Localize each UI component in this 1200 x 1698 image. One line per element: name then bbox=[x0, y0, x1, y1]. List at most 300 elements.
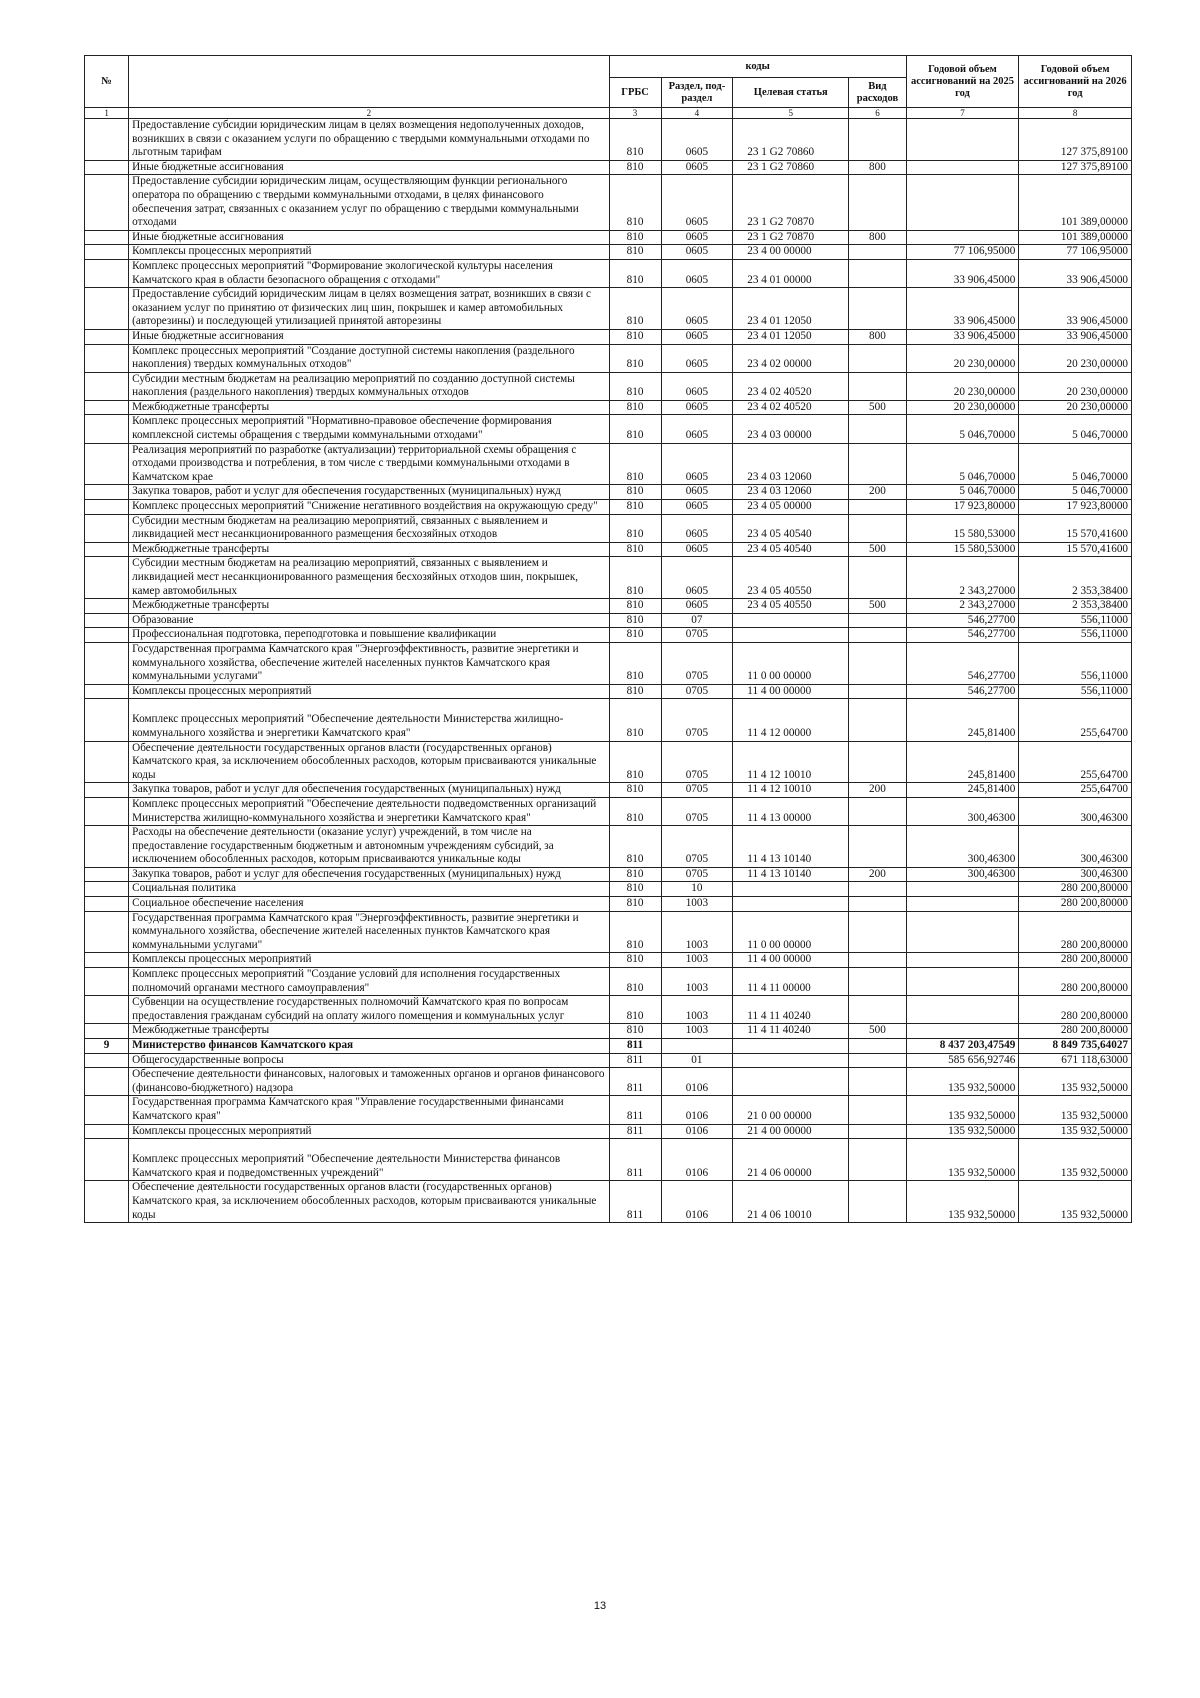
table-row bbox=[85, 613, 1132, 628]
row-amount-2026: 280 200,80000 bbox=[1019, 996, 1132, 1024]
row-number bbox=[85, 797, 129, 825]
page-number: 13 bbox=[593, 1600, 607, 1612]
table-row bbox=[85, 968, 1132, 996]
row-kind bbox=[849, 699, 906, 741]
row-amount-2025: 2 343,27000 bbox=[906, 557, 1019, 599]
table-row bbox=[85, 175, 1132, 230]
table-row bbox=[85, 996, 1132, 1024]
row-name: Предоставление субсидии юридическим лицам, осуществляющим функции регионального оператора по обращению с твердыми коммунальными отходами, в целях финансового обеспечения затрат, связанных с оказанием услуг по обращению с твердыми коммунальными отходами bbox=[129, 175, 609, 230]
row-amount-2025: 5 046,70000 bbox=[906, 415, 1019, 443]
row-grbs: 810 bbox=[609, 259, 661, 287]
col-grbs-header: ГРБС bbox=[609, 78, 661, 108]
row-grbs: 810 bbox=[609, 1024, 661, 1039]
row-target: 11 0 00 00000 bbox=[733, 642, 849, 684]
row-target: 23 1 G2 70870 bbox=[733, 230, 849, 245]
row-target: 11 4 11 00000 bbox=[733, 968, 849, 996]
table-row bbox=[85, 599, 1132, 614]
row-section: 0106 bbox=[661, 1124, 733, 1139]
row-name: Межбюджетные трансферты bbox=[129, 542, 609, 557]
row-number bbox=[85, 500, 129, 515]
row-name: Общегосударственные вопросы bbox=[129, 1053, 609, 1068]
row-kind bbox=[849, 628, 906, 643]
row-target: 11 4 11 40240 bbox=[733, 1024, 849, 1039]
table-row bbox=[85, 485, 1132, 500]
table-row bbox=[85, 1096, 1132, 1124]
table-row bbox=[85, 1039, 1132, 1054]
row-section: 0605 bbox=[661, 372, 733, 400]
row-name: Комплексы процессных мероприятий bbox=[129, 1124, 609, 1139]
row-target: 23 4 02 40520 bbox=[733, 400, 849, 415]
row-name: Межбюджетные трансферты bbox=[129, 599, 609, 614]
row-target: 23 4 05 40540 bbox=[733, 514, 849, 542]
table-row bbox=[85, 344, 1132, 372]
row-name: Комплекс процессных мероприятий "Обеспечение деятельности подведомственных организаций Министерства жилищно-коммунального хозяйства и энергетики Камчатского края" bbox=[129, 797, 609, 825]
row-section: 1003 bbox=[661, 911, 733, 953]
row-amount-2026: 20 230,00000 bbox=[1019, 400, 1132, 415]
col-2025-header: Годовой объем ассигнований на 2025 год bbox=[906, 56, 1019, 108]
row-name: Государственная программа Камчатского края "Управление государственными финансами Камчатского края" bbox=[129, 1096, 609, 1124]
row-kind bbox=[849, 1053, 906, 1068]
row-grbs: 810 bbox=[609, 160, 661, 175]
row-section: 0605 bbox=[661, 485, 733, 500]
row-amount-2026: 127 375,89100 bbox=[1019, 119, 1132, 161]
row-grbs: 811 bbox=[609, 1068, 661, 1096]
row-amount-2026: 5 046,70000 bbox=[1019, 443, 1132, 485]
row-amount-2025: 245,81400 bbox=[906, 783, 1019, 798]
row-number bbox=[85, 514, 129, 542]
row-target: 23 4 01 00000 bbox=[733, 259, 849, 287]
row-target: 11 4 00 00000 bbox=[733, 953, 849, 968]
row-grbs: 811 bbox=[609, 1096, 661, 1124]
table-row bbox=[85, 500, 1132, 515]
row-amount-2025 bbox=[906, 882, 1019, 897]
column-number: 4 bbox=[661, 108, 733, 119]
row-amount-2026: 8 849 735,64027 bbox=[1019, 1039, 1132, 1054]
row-section: 0705 bbox=[661, 783, 733, 798]
row-grbs: 810 bbox=[609, 344, 661, 372]
row-target: 23 4 03 00000 bbox=[733, 415, 849, 443]
row-amount-2025 bbox=[906, 911, 1019, 953]
row-target bbox=[733, 897, 849, 912]
row-section: 0605 bbox=[661, 542, 733, 557]
row-name: Межбюджетные трансферты bbox=[129, 400, 609, 415]
row-number bbox=[85, 1096, 129, 1124]
row-number bbox=[85, 897, 129, 912]
table-row bbox=[85, 119, 1132, 161]
column-number: 1 bbox=[85, 108, 129, 119]
row-section: 1003 bbox=[661, 968, 733, 996]
row-grbs: 811 bbox=[609, 1124, 661, 1139]
row-number bbox=[85, 1068, 129, 1096]
row-grbs: 811 bbox=[609, 1181, 661, 1223]
row-amount-2026: 101 389,00000 bbox=[1019, 175, 1132, 230]
table-row bbox=[85, 557, 1132, 599]
row-target: 21 4 00 00000 bbox=[733, 1124, 849, 1139]
row-kind bbox=[849, 415, 906, 443]
row-section: 0705 bbox=[661, 642, 733, 684]
row-amount-2025: 585 656,92746 bbox=[906, 1053, 1019, 1068]
row-amount-2025: 300,46300 bbox=[906, 867, 1019, 882]
row-kind bbox=[849, 500, 906, 515]
row-amount-2025: 20 230,00000 bbox=[906, 344, 1019, 372]
row-amount-2026: 255,64700 bbox=[1019, 741, 1132, 783]
row-number bbox=[85, 119, 129, 161]
row-kind bbox=[849, 996, 906, 1024]
row-kind bbox=[849, 119, 906, 161]
row-number bbox=[85, 372, 129, 400]
row-grbs: 810 bbox=[609, 245, 661, 260]
row-number bbox=[85, 599, 129, 614]
codes-header: коды bbox=[609, 56, 906, 78]
row-kind bbox=[849, 882, 906, 897]
table-row bbox=[85, 628, 1132, 643]
row-section: 0605 bbox=[661, 175, 733, 230]
row-grbs: 810 bbox=[609, 996, 661, 1024]
row-amount-2025 bbox=[906, 996, 1019, 1024]
row-amount-2025: 20 230,00000 bbox=[906, 372, 1019, 400]
row-target: 21 4 06 00000 bbox=[733, 1139, 849, 1181]
row-target: 23 4 01 12050 bbox=[733, 329, 849, 344]
row-number bbox=[85, 996, 129, 1024]
row-target: 11 4 13 10140 bbox=[733, 867, 849, 882]
row-name: Комплексы процессных мероприятий bbox=[129, 245, 609, 260]
row-section: 0605 bbox=[661, 344, 733, 372]
row-kind bbox=[849, 344, 906, 372]
row-amount-2026: 20 230,00000 bbox=[1019, 344, 1132, 372]
row-grbs: 810 bbox=[609, 968, 661, 996]
row-target: 23 4 05 40550 bbox=[733, 599, 849, 614]
row-grbs: 810 bbox=[609, 514, 661, 542]
row-number bbox=[85, 642, 129, 684]
row-number bbox=[85, 613, 129, 628]
row-section: 0705 bbox=[661, 628, 733, 643]
table-row bbox=[85, 1181, 1132, 1223]
row-name: Обеспечение деятельности государственных органов власти (государственных органов) Камчатского края, за исключением обособленных расходов, которым присваиваются уникальные коды bbox=[129, 1181, 609, 1223]
row-target: 11 4 13 00000 bbox=[733, 797, 849, 825]
row-name: Реализация мероприятий по разработке (актуализации) территориальной схемы обращения с отходами производства и потребления, в том числе с твердыми коммунальными отходами в Камчатском крае bbox=[129, 443, 609, 485]
row-target: 11 4 13 10140 bbox=[733, 826, 849, 868]
row-number bbox=[85, 415, 129, 443]
row-name: Субсидии местным бюджетам на реализацию мероприятий, связанных с выявлением и ликвидацией мест несанкционированного размещения бесхозяйных отходов bbox=[129, 514, 609, 542]
row-name: Образование bbox=[129, 613, 609, 628]
row-amount-2025 bbox=[906, 897, 1019, 912]
row-name: Комплексы процессных мероприятий bbox=[129, 684, 609, 699]
row-amount-2026: 20 230,00000 bbox=[1019, 372, 1132, 400]
row-grbs: 810 bbox=[609, 230, 661, 245]
row-grbs: 810 bbox=[609, 175, 661, 230]
row-amount-2026: 33 906,45000 bbox=[1019, 329, 1132, 344]
row-section: 0705 bbox=[661, 741, 733, 783]
row-target: 23 4 05 40550 bbox=[733, 557, 849, 599]
row-grbs: 810 bbox=[609, 400, 661, 415]
row-target bbox=[733, 882, 849, 897]
row-kind bbox=[849, 684, 906, 699]
row-amount-2025: 546,27700 bbox=[906, 684, 1019, 699]
table-row bbox=[85, 230, 1132, 245]
row-amount-2025: 300,46300 bbox=[906, 797, 1019, 825]
row-target: 23 1 G2 70870 bbox=[733, 175, 849, 230]
row-target: 23 4 03 12060 bbox=[733, 485, 849, 500]
row-kind bbox=[849, 443, 906, 485]
row-section: 10 bbox=[661, 882, 733, 897]
row-amount-2025: 546,27700 bbox=[906, 642, 1019, 684]
row-amount-2026: 300,46300 bbox=[1019, 867, 1132, 882]
row-section: 0106 bbox=[661, 1181, 733, 1223]
row-amount-2025 bbox=[906, 1024, 1019, 1039]
row-amount-2025: 546,27700 bbox=[906, 613, 1019, 628]
row-kind: 800 bbox=[849, 160, 906, 175]
col-section-header: Раздел, под-раздел bbox=[661, 78, 733, 108]
row-kind bbox=[849, 557, 906, 599]
row-name: Комплекс процессных мероприятий "Обеспечение деятельности Министерства финансов Камчатского края и подведомственных учреждений" bbox=[129, 1139, 609, 1181]
row-name: Комплекс процессных мероприятий "Создание условий для исполнения государственных полномочий органами местного самоуправления" bbox=[129, 968, 609, 996]
row-name: Закупка товаров, работ и услуг для обеспечения государственных (муниципальных) нужд bbox=[129, 485, 609, 500]
budget-document bbox=[84, 55, 1132, 1223]
row-number bbox=[85, 699, 129, 741]
row-number bbox=[85, 911, 129, 953]
row-kind bbox=[849, 514, 906, 542]
table-row bbox=[85, 259, 1132, 287]
row-kind bbox=[849, 797, 906, 825]
row-section: 1003 bbox=[661, 897, 733, 912]
row-section: 0605 bbox=[661, 599, 733, 614]
row-target: 21 4 06 10010 bbox=[733, 1181, 849, 1223]
row-amount-2025 bbox=[906, 968, 1019, 996]
row-kind: 500 bbox=[849, 542, 906, 557]
row-number bbox=[85, 1024, 129, 1039]
row-grbs: 810 bbox=[609, 613, 661, 628]
row-target bbox=[733, 628, 849, 643]
row-number bbox=[85, 968, 129, 996]
row-name: Иные бюджетные ассигнования bbox=[129, 329, 609, 344]
row-amount-2025: 546,27700 bbox=[906, 628, 1019, 643]
row-name: Комплекс процессных мероприятий "Снижение негативного воздействия на окружающую среду" bbox=[129, 500, 609, 515]
row-section: 0705 bbox=[661, 699, 733, 741]
row-number bbox=[85, 1053, 129, 1068]
row-amount-2025: 20 230,00000 bbox=[906, 400, 1019, 415]
row-amount-2026: 135 932,50000 bbox=[1019, 1096, 1132, 1124]
row-kind: 500 bbox=[849, 599, 906, 614]
row-amount-2026: 15 570,41600 bbox=[1019, 514, 1132, 542]
table-row bbox=[85, 372, 1132, 400]
row-section: 0106 bbox=[661, 1139, 733, 1181]
row-name: Социальная политика bbox=[129, 882, 609, 897]
row-amount-2025: 5 046,70000 bbox=[906, 485, 1019, 500]
row-kind bbox=[849, 826, 906, 868]
row-amount-2026: 556,11000 bbox=[1019, 642, 1132, 684]
table-row bbox=[85, 953, 1132, 968]
row-number bbox=[85, 741, 129, 783]
row-amount-2026: 280 200,80000 bbox=[1019, 953, 1132, 968]
row-name: Закупка товаров, работ и услуг для обеспечения государственных (муниципальных) нужд bbox=[129, 783, 609, 798]
row-name: Обеспечение деятельности финансовых, налоговых и таможенных органов и органов финансового (финансово-бюджетного) надзора bbox=[129, 1068, 609, 1096]
row-section bbox=[661, 1039, 733, 1054]
row-grbs: 810 bbox=[609, 415, 661, 443]
table-row bbox=[85, 245, 1132, 260]
row-section: 0605 bbox=[661, 514, 733, 542]
row-grbs: 810 bbox=[609, 867, 661, 882]
table-row bbox=[85, 911, 1132, 953]
row-amount-2025: 135 932,50000 bbox=[906, 1096, 1019, 1124]
row-kind bbox=[849, 372, 906, 400]
row-grbs: 810 bbox=[609, 557, 661, 599]
row-number bbox=[85, 628, 129, 643]
row-number bbox=[85, 867, 129, 882]
row-amount-2026: 556,11000 bbox=[1019, 684, 1132, 699]
row-name: Социальное обеспечение населения bbox=[129, 897, 609, 912]
table-row bbox=[85, 867, 1132, 882]
row-target: 23 4 01 12050 bbox=[733, 288, 849, 330]
row-amount-2026: 280 200,80000 bbox=[1019, 968, 1132, 996]
row-amount-2026: 280 200,80000 bbox=[1019, 897, 1132, 912]
row-grbs: 810 bbox=[609, 485, 661, 500]
row-section: 0605 bbox=[661, 500, 733, 515]
row-name: Государственная программа Камчатского края "Энергоэффективность, развитие энергетики и коммунального хозяйства, обеспечение жителей населенных пунктов Камчатского края коммунальными услугами" bbox=[129, 642, 609, 684]
row-number bbox=[85, 684, 129, 699]
row-kind: 800 bbox=[849, 329, 906, 344]
row-section: 0605 bbox=[661, 160, 733, 175]
row-grbs: 810 bbox=[609, 684, 661, 699]
row-name: Обеспечение деятельности государственных органов власти (государственных органов) Камчатского края, за исключением обособленных расходов, которым присваиваются уникальные коды bbox=[129, 741, 609, 783]
column-number: 6 bbox=[849, 108, 906, 119]
table-row bbox=[85, 329, 1132, 344]
table-header bbox=[85, 56, 1132, 119]
row-amount-2025: 33 906,45000 bbox=[906, 329, 1019, 344]
row-amount-2026: 101 389,00000 bbox=[1019, 230, 1132, 245]
row-number bbox=[85, 230, 129, 245]
table-row bbox=[85, 288, 1132, 330]
row-amount-2026: 135 932,50000 bbox=[1019, 1181, 1132, 1223]
row-section: 0605 bbox=[661, 245, 733, 260]
row-grbs: 811 bbox=[609, 1039, 661, 1054]
row-amount-2026: 255,64700 bbox=[1019, 699, 1132, 741]
table-row bbox=[85, 1124, 1132, 1139]
col-number-header: № bbox=[85, 56, 129, 108]
column-number: 2 bbox=[129, 108, 609, 119]
row-grbs: 810 bbox=[609, 119, 661, 161]
row-name: Комплекс процессных мероприятий "Обеспечение деятельности Министерства жилищно-коммунального хозяйства и энергетики Камчатского края" bbox=[129, 699, 609, 741]
row-grbs: 810 bbox=[609, 953, 661, 968]
row-target: 21 0 00 00000 bbox=[733, 1096, 849, 1124]
row-amount-2026: 135 932,50000 bbox=[1019, 1068, 1132, 1096]
row-name: Межбюджетные трансферты bbox=[129, 1024, 609, 1039]
row-number bbox=[85, 542, 129, 557]
row-kind bbox=[849, 1039, 906, 1054]
row-grbs: 811 bbox=[609, 1139, 661, 1181]
row-amount-2025: 135 932,50000 bbox=[906, 1139, 1019, 1181]
row-target: 23 4 03 12060 bbox=[733, 443, 849, 485]
row-section: 1003 bbox=[661, 1024, 733, 1039]
row-kind bbox=[849, 968, 906, 996]
row-kind bbox=[849, 1068, 906, 1096]
column-number: 8 bbox=[1019, 108, 1132, 119]
row-target: 23 4 05 40540 bbox=[733, 542, 849, 557]
row-amount-2025: 245,81400 bbox=[906, 741, 1019, 783]
row-section: 0605 bbox=[661, 288, 733, 330]
row-name: Министерство финансов Камчатского края bbox=[129, 1039, 609, 1054]
row-number bbox=[85, 288, 129, 330]
row-number bbox=[85, 400, 129, 415]
row-amount-2026: 33 906,45000 bbox=[1019, 259, 1132, 287]
row-grbs: 810 bbox=[609, 897, 661, 912]
row-target: 11 4 12 10010 bbox=[733, 741, 849, 783]
row-amount-2026: 77 106,95000 bbox=[1019, 245, 1132, 260]
row-kind bbox=[849, 741, 906, 783]
row-amount-2025 bbox=[906, 175, 1019, 230]
row-target: 11 4 00 00000 bbox=[733, 684, 849, 699]
row-amount-2025: 300,46300 bbox=[906, 826, 1019, 868]
row-name: Субвенции на осуществление государственных полномочий Камчатского края по вопросам предоставления гражданам субсидий на оплату жилого помещения и коммунальных услуг bbox=[129, 996, 609, 1024]
row-name: Комплекс процессных мероприятий "Создание доступной системы накопления (раздельного накопления) твердых коммунальных отходов" bbox=[129, 344, 609, 372]
row-amount-2026: 135 932,50000 bbox=[1019, 1139, 1132, 1181]
table-row bbox=[85, 400, 1132, 415]
row-kind bbox=[849, 259, 906, 287]
row-target bbox=[733, 1053, 849, 1068]
table-row bbox=[85, 1068, 1132, 1096]
row-kind: 500 bbox=[849, 1024, 906, 1039]
row-name: Иные бюджетные ассигнования bbox=[129, 160, 609, 175]
row-target bbox=[733, 613, 849, 628]
row-target: 11 4 12 10010 bbox=[733, 783, 849, 798]
table-row bbox=[85, 514, 1132, 542]
row-amount-2026: 280 200,80000 bbox=[1019, 1024, 1132, 1039]
budget-table bbox=[84, 55, 1132, 1223]
row-grbs: 810 bbox=[609, 599, 661, 614]
table-row bbox=[85, 699, 1132, 741]
row-number bbox=[85, 953, 129, 968]
table-row bbox=[85, 826, 1132, 868]
row-amount-2025 bbox=[906, 160, 1019, 175]
row-grbs: 810 bbox=[609, 288, 661, 330]
row-grbs: 810 bbox=[609, 911, 661, 953]
row-target: 23 4 05 00000 bbox=[733, 500, 849, 515]
row-kind bbox=[849, 911, 906, 953]
row-amount-2025: 15 580,53000 bbox=[906, 542, 1019, 557]
row-amount-2026: 556,11000 bbox=[1019, 613, 1132, 628]
table-body bbox=[85, 119, 1132, 1223]
row-grbs: 810 bbox=[609, 500, 661, 515]
row-number bbox=[85, 826, 129, 868]
row-number bbox=[85, 783, 129, 798]
row-amount-2026: 135 932,50000 bbox=[1019, 1124, 1132, 1139]
row-target: 23 4 02 00000 bbox=[733, 344, 849, 372]
row-amount-2025: 135 932,50000 bbox=[906, 1181, 1019, 1223]
table-row bbox=[85, 1053, 1132, 1068]
row-kind: 200 bbox=[849, 867, 906, 882]
column-number: 5 bbox=[733, 108, 849, 119]
row-number bbox=[85, 443, 129, 485]
row-kind bbox=[849, 288, 906, 330]
row-grbs: 810 bbox=[609, 826, 661, 868]
row-name: Закупка товаров, работ и услуг для обеспечения государственных (муниципальных) нужд bbox=[129, 867, 609, 882]
row-target: 11 0 00 00000 bbox=[733, 911, 849, 953]
col-2026-header: Годовой объем ассигнований на 2026 год bbox=[1019, 56, 1132, 108]
row-name: Субсидии местным бюджетам на реализацию мероприятий по созданию доступной системы накопления (раздельного накопления) твердых коммунальных отходов bbox=[129, 372, 609, 400]
row-amount-2026: 255,64700 bbox=[1019, 783, 1132, 798]
row-section: 0605 bbox=[661, 443, 733, 485]
row-section: 0605 bbox=[661, 400, 733, 415]
table-row bbox=[85, 882, 1132, 897]
row-amount-2026: 556,11000 bbox=[1019, 628, 1132, 643]
row-number bbox=[85, 175, 129, 230]
row-section: 0605 bbox=[661, 329, 733, 344]
table-row bbox=[85, 1139, 1132, 1181]
row-grbs: 810 bbox=[609, 797, 661, 825]
row-kind bbox=[849, 1124, 906, 1139]
row-name: Предоставление субсидий юридическим лицам в целях возмещения затрат, возникших в связи с оказанием услуг по принятию от физических лиц шин, покрышек и камер автомобильных (авторезины) и последующей утилизацией принятой авторезины bbox=[129, 288, 609, 330]
row-section: 0605 bbox=[661, 230, 733, 245]
row-amount-2026: 2 353,38400 bbox=[1019, 599, 1132, 614]
